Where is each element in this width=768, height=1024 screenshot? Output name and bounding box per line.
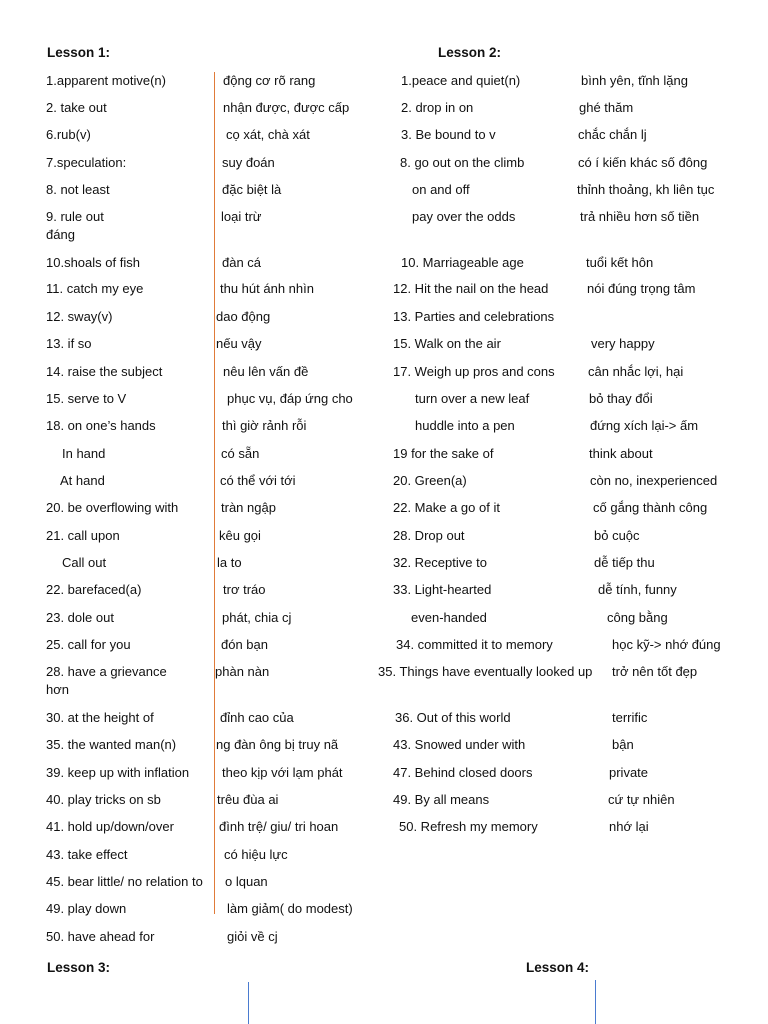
vocab-term: 20. Green(a) (393, 473, 467, 488)
vocab-meaning: bỏ thay đổi (589, 391, 653, 406)
lesson-1-heading: Lesson 1: (47, 45, 111, 60)
vocab-term: huddle into a pen (415, 418, 515, 433)
vocab-term: 30. at the height of (46, 710, 154, 725)
vocab-term: pay over the odds (412, 209, 516, 224)
vocab-term: 10. Marriageable age (401, 255, 524, 270)
vocab-term: 18. on one’s hands (46, 418, 156, 433)
vocab-term: In hand (62, 446, 106, 461)
vocab-term: 35. the wanted man(n) (46, 737, 177, 752)
vocab-meaning: private (609, 765, 649, 780)
vocab-term: 3. Be bound to v (401, 127, 496, 142)
vocab-term: 35. Things have eventually looked up (378, 664, 593, 679)
vocab-meaning: phục vụ, đáp ứng cho (227, 391, 353, 406)
vocab-meaning: thu hút ánh nhìn (220, 281, 314, 296)
vocab-term: 22. barefaced(a) (46, 582, 142, 597)
vocab-term: turn over a new leaf (415, 391, 530, 406)
vocab-term: 49. play down (46, 901, 127, 916)
vocab-meaning: la to (217, 555, 242, 570)
vocab-term: 34. committed it to memory (396, 637, 553, 652)
vocab-meaning: công bằng (607, 610, 668, 625)
vocab-term: on and off (412, 182, 470, 197)
vocab-meaning: có sẵn (221, 446, 260, 461)
vocab-meaning: học kỹ-> nhớ đúng (612, 637, 721, 652)
vocab-meaning-continuation: đáng (46, 227, 75, 242)
vocab-term: 1.peace and quiet(n) (401, 73, 521, 88)
vocab-meaning: nếu vậy (216, 336, 262, 351)
vocab-meaning: tràn ngập (221, 500, 276, 515)
vocab-meaning: cân nhắc lợi, hại (588, 364, 684, 379)
vocab-meaning: bỏ cuộc (594, 528, 640, 543)
vocab-meaning: cọ xát, chà xát (226, 127, 310, 142)
vocab-term: 8. go out on the climb (400, 155, 525, 170)
vocab-meaning: dao động (216, 309, 271, 324)
vocab-term: 50. Refresh my memory (399, 819, 538, 834)
lesson-3-column-divider (248, 982, 249, 1024)
vocab-term: 15. serve to V (46, 391, 127, 406)
lesson-3-heading: Lesson 3: (47, 960, 111, 975)
vocab-meaning: nhớ lại (609, 819, 649, 834)
vocab-meaning: nhận được, được cấp (223, 100, 350, 115)
vocab-term: 36. Out of this world (395, 710, 511, 725)
vocab-term: even-handed (411, 610, 487, 625)
vocab-meaning: tuổi kết hôn (586, 255, 654, 270)
vocab-meaning: trêu đùa ai (217, 792, 279, 807)
vocab-term: 20. be overflowing with (46, 500, 179, 515)
vocab-meaning: có í kiến khác số đông (578, 155, 708, 170)
vocab-term: Call out (62, 555, 107, 570)
vocab-meaning: đàn cá (222, 255, 262, 270)
vocab-term: 28. have a grievance (46, 664, 167, 679)
vocab-term: 1.apparent motive(n) (46, 73, 166, 88)
vocab-meaning: giỏi về cj (227, 929, 278, 944)
vocab-term: 13. if so (46, 336, 92, 351)
vocab-meaning: thỉnh thoảng, kh liên tục (577, 182, 715, 197)
vocab-meaning: thì giờ rảnh rỗi (222, 418, 307, 433)
vocab-meaning: trả nhiều hơn số tiền (580, 209, 700, 224)
vocab-meaning: phàn nàn (215, 664, 270, 679)
vocab-term: 2. take out (46, 100, 107, 115)
vocab-meaning: kêu gọi (219, 528, 261, 543)
vocab-meaning: trở nên tốt đẹp (612, 664, 698, 679)
vocab-term: 49. By all means (393, 792, 490, 807)
vocab-term: 39. keep up with inflation (46, 765, 190, 780)
vocab-meaning: ghé thăm (579, 100, 634, 115)
vocab-meaning: đình trệ/ giu/ tri hoan (219, 819, 339, 834)
vocab-term: 14. raise the subject (46, 364, 163, 379)
vocab-meaning: có thể với tới (220, 473, 296, 488)
vocab-term: 41. hold up/down/over (46, 819, 174, 834)
vocab-meaning: đỉnh cao của (220, 710, 294, 725)
vocab-term: 9. rule out (46, 209, 104, 224)
vocab-meaning: dễ tính, funny (598, 582, 677, 597)
vocab-term: 43. Snowed under with (393, 737, 526, 752)
vocab-term: 21. call upon (46, 528, 120, 543)
vocab-meaning: đón bạn (221, 637, 268, 652)
vocab-meaning: bình yên, tĩnh lặng (581, 73, 688, 88)
lesson-4-column-divider (595, 980, 596, 1024)
vocab-meaning: nói đúng trọng tâm (587, 281, 696, 296)
vocab-meaning: chắc chắn lj (578, 127, 647, 142)
vocab-meaning: làm giảm( do modest) (227, 901, 353, 916)
vocab-term: At hand (60, 473, 105, 488)
vocab-meaning: có hiệu lực (224, 847, 288, 862)
vocab-term: 12. Hit the nail on the head (393, 281, 549, 296)
vocab-meaning-continuation: hơn (46, 682, 69, 697)
vocab-meaning: terrific (612, 710, 648, 725)
vocab-meaning: suy đoán (222, 155, 275, 170)
vocab-meaning: động cơ rõ rang (223, 73, 316, 88)
vocab-term: 13. Parties and celebrations (393, 309, 555, 324)
vocab-term: 8. not least (46, 182, 110, 197)
vocab-term: 45. bear little/ no relation to (46, 874, 203, 889)
vocab-term: 47. Behind closed doors (393, 765, 533, 780)
vocab-meaning: bận (612, 737, 634, 752)
vocab-term: 23. dole out (46, 610, 114, 625)
vocab-term: 40. play tricks on sb (46, 792, 161, 807)
vocab-meaning: theo kịp với lạm phát (222, 765, 343, 780)
vocab-meaning: think about (589, 446, 653, 461)
lesson-4-heading: Lesson 4: (526, 960, 590, 975)
vocab-term: 6.rub(v) (46, 127, 91, 142)
vocab-term: 32. Receptive to (393, 555, 487, 570)
vocab-meaning: đặc biệt là (222, 182, 282, 197)
vocab-meaning: o lquan (225, 874, 268, 889)
vocab-term: 22. Make a go of it (393, 500, 500, 515)
vocab-meaning: ng đàn ông bị truy nã (216, 737, 339, 752)
lesson-1-column-divider (214, 72, 215, 914)
vocab-meaning: dễ tiếp thu (594, 555, 655, 570)
vocab-term: 2. drop in on (401, 100, 474, 115)
vocab-term: 25. call for you (46, 637, 131, 652)
vocab-term: 33. Light-hearted (393, 582, 492, 597)
vocab-term: 7.speculation: (46, 155, 127, 170)
vocab-meaning: phát, chia cj (222, 610, 292, 625)
vocab-meaning: cứ tự nhiên (608, 792, 675, 807)
vocab-term: 28. Drop out (393, 528, 465, 543)
vocab-meaning: very happy (591, 336, 655, 351)
vocab-meaning: đứng xích lại-> ấm (590, 418, 699, 433)
vocab-term: 12. sway(v) (46, 309, 113, 324)
vocab-term: 10.shoals of fish (46, 255, 140, 270)
vocab-meaning: còn no, inexperienced (590, 473, 718, 488)
vocab-term: 17. Weigh up pros and cons (393, 364, 555, 379)
vocab-term: 43. take effect (46, 847, 128, 862)
vocab-term: 50. have ahead for (46, 929, 155, 944)
vocab-term: 19 for the sake of (393, 446, 494, 461)
vocab-meaning: nêu lên vấn đề (223, 364, 309, 379)
vocab-meaning: cố gắng thành công (593, 500, 708, 515)
vocab-meaning: loại trừ (221, 209, 262, 224)
vocab-term: 11. catch my eye (46, 281, 144, 296)
vocab-term: 15. Walk on the air (393, 336, 501, 351)
lesson-2-heading: Lesson 2: (438, 45, 502, 60)
vocab-meaning: trơ tráo (223, 582, 266, 597)
